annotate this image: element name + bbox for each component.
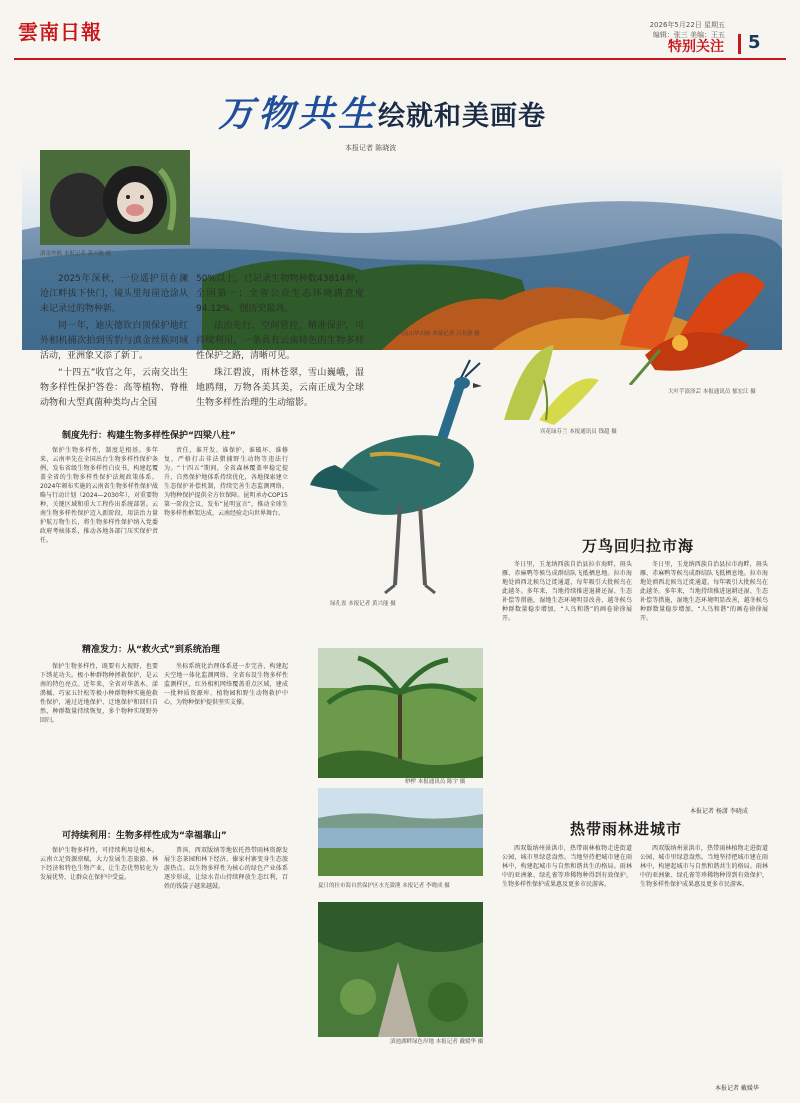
headline-script: 万物共生 — [218, 93, 379, 135]
yellow-orchid-photo — [484, 340, 604, 425]
caption-lake: 夏日的拉市海自然保护区水光潋滟 本报记者 李晓成 摄 — [318, 883, 450, 889]
section-heading-3: 可持续利用：生物多样性成为“幸福靠山” — [62, 831, 227, 841]
caption-yellow-orchid: 宾花绿芬兰 本报通讯员 钱超 摄 — [540, 429, 617, 435]
rainforest-article-column-b — [640, 844, 768, 1079]
intro-column-2 — [196, 272, 364, 420]
page-bar-divider — [738, 34, 741, 54]
section-title: 特别关注 — [668, 39, 724, 55]
caption-peacock: 绿孔雀 本报记者 黄兴能 摄 — [330, 601, 396, 607]
red-flower-photo — [600, 225, 775, 385]
section-heading-2: 精准发力：从“救火式”到系统治理 — [82, 645, 220, 655]
garden-illustration — [318, 902, 483, 1037]
section-2-column-b: 坐标系统化治理体系进一步完善，构建起天空地一体化监测网络，全省布设生物多样性监测样区，红外相机网络覆盖重点区域，建成一批种质资源库、植物园和野生动物救护中心，为物种保护提供坚实支撑。 — [164, 663, 288, 706]
section-1-column-b: 责任，谁开发、谁保护，谁破坏、谁修复，严格打击非法猎捕野生动物等违法行为。“十四五”期间，全省森林覆盖率稳定提升，自然保护地体系持续优化，各地探索建立生态保护补偿机制，持续完善生态监测网络，为物种保护提供全方位保障。昆明承办COP15第一阶段会议，发布“昆明宣言”，推动全球生物多样性框架达成，云南经验走向世界舞台。 — [164, 447, 288, 517]
caption-monkey: 滇金丝猴 本报记者 黄兴能 摄 — [40, 251, 112, 257]
orchid-illustration — [484, 340, 604, 425]
intro-paragraph: “十四五”收官之年，云南交出生物多样性保护答卷：高等植物、脊椎动物和大型真菌种类均占全国 — [40, 368, 188, 408]
intro-paragraph: 珠江碧波，雨林苍翠，雪山巍峨，湿地鸥翔，万物各美其美，云南正成为全球生物多样性治理的生动缩影。 — [196, 368, 364, 408]
garden-path-photo — [318, 902, 483, 1037]
monkey-illustration — [40, 150, 190, 245]
fern-illustration — [318, 648, 483, 778]
date-line: 2026年5月22日 星期五 — [649, 21, 725, 29]
editor-line: 编辑：张三 美编：王五 — [652, 31, 725, 39]
section-heading-1: 制度先行：构建生物多样性保护“四梁八柱” — [62, 431, 236, 441]
bird-article-column-a: 冬日里，玉龙纳西族自治县拉市海畔，斑头雁、赤麻鸭等候鸟成群结队飞抵栖息地。拉市海地处滇西北候鸟迁徙通道，每年吸引大批候鸟在此越冬。多年来，当地持续推进退耕还湿、生态补偿等措施，湿地生态环境明显改善，越冬候鸟种群数量稳步增加，“人鸟和谐”的画卷徐徐展开。 — [502, 561, 632, 622]
caption-fern: 桫椤 本报通讯员 陈宇 摄 — [405, 779, 466, 785]
intro-column-1 — [40, 272, 188, 420]
rainforest-article-author: 本报记者 戴媛华 — [715, 1085, 759, 1092]
intro-paragraph: 同一年，迪庆德钦白顶保护地红外相机捕次拍到雪豹与滇金丝猴同域活动，亚洲象又添了新丁。 — [40, 321, 188, 361]
intro-paragraph: 2025年深秋，一位遥护员在澜沧江畔拔下快门，镜头里每崖沧涂从未记录过的物种新。 — [40, 274, 188, 314]
header-rule — [14, 58, 786, 60]
section-3-column-b: 普洱、西双版纳等地依托热带雨林资源发展生态茶园和林下经济，傣家村寨变身生态旅游热点。以生物多样性为核心的绿色产业体系逐步形成，让绿水青山持续释放生态红利，百姓的钱袋子越来越鼓。 — [164, 847, 288, 890]
rainforest-article-column-a: 西双版纳州景洪市，热带雨林植物走进街道公园，城市里绿意盎然。当地坚持把城市建在雨林中，构建起城市与自然和谐共生的格局。雨林中的亚洲象、绿孔雀等珍稀物种得到有效保护，生物多样性保护成果惠及更多市民游客。 — [502, 845, 632, 888]
bird-article-text: 冬日里，玉龙纳西族自治县拉市海畔，斑头雁、赤麻鸭等候鸟成群结队飞抵栖息地。拉市海地处滇西北候鸟迁徙通道，每年吸引大批候鸟在此越冬。多年来，当地持续推进退耕还湿、生态补偿等措施，湿地生态环境明显改善，越冬候鸟种群数量稳步增加，“人鸟和谐”的画卷徐徐展开。 — [640, 561, 768, 622]
article-title-rainforest: 热带雨林进城市 — [570, 820, 683, 838]
article-title-bird-return: 万鸟回归拉市海 — [582, 537, 695, 555]
headline-title: 绘就和美画卷 — [378, 101, 546, 132]
masthead — [0, 0, 800, 58]
section-1-column-a: 保护生物多样性，制度是根基。多年来，云南率先在全国出台生物多样性保护条例，发布省级生物多样性白皮书，构建起覆盖全省的生物多样性保护法规政策体系。2024年颁布实施的云南省生物多样性保护战略与行动计划（2024—2030年），对重要物种、关键区域和重大工程作出系统部署。云南生物多样性保护迈入新阶段，用法治力量护航万物生长，将生物多样性保护纳入党委政府考核体系，推动各地各部门压实保护责任。 — [40, 447, 158, 544]
section-3-column-a: 保护生物多样性，可持续利用是根本。云南立足资源禀赋，大力发展生态旅游、林下经济和特色生物产业，让生态优势转化为发展优势，让群众在保护中受益。 — [40, 847, 158, 881]
rainforest-article-text: 西双版纳州景洪市，热带雨林植物走进街道公园，城市里绿意盎然。当地坚持把城市建在雨林中，构建起城市与自然和谐共生的格局。雨林中的亚洲象、绿孔雀等珍稀物种得到有效保护，生物多样性保护成果惠及更多市民游客。 — [640, 845, 768, 888]
main-byline: 本报记者 陈晓波 — [345, 144, 397, 152]
caption-mountain: 滇西南山华山脉 本报记者 吕亚静 摄 — [392, 331, 480, 337]
bird-article-column-b — [640, 560, 768, 800]
caption-flower: 大叶芋滇泽芸 本报通讯员 郁宏江 摄 — [668, 389, 756, 395]
fern-forest-photo — [318, 648, 483, 778]
bird-article-author: 本报记者 杨潇 李晓成 — [690, 808, 748, 815]
page-number: 5 — [748, 32, 761, 53]
lake-illustration — [318, 788, 483, 876]
newspaper-logo: 雲南日報 — [18, 20, 102, 44]
golden-monkey-photo — [40, 150, 190, 245]
flower-illustration — [600, 225, 775, 385]
intro-paragraph: 法治先行，空间管控，精准保护，可持续利用，一条具有云南特色的生物多样性保护之路，清晰可见。 — [196, 321, 364, 361]
intro-paragraph: 50%以上，已记录生物物种数43814种，全国第一；全省公众生态环境满意度94.12%，创历史最高。 — [196, 274, 364, 314]
lake-photo — [318, 788, 483, 876]
section-2-column-a: 保护生物多样性，既要有大视野，也要下绣花功夫。极小种群物种拯救保护，是云南的特色亮点。近年来，全省对华盖木、漾濞槭、巧家五针松等极小种群物种实施抢救性保护，通过近地保护、迁地保护和回归自然，种群数量持续恢复，多个物种实现野外回归。 — [40, 663, 158, 724]
caption-garden: 滇池湖畔绿色岸地 本报记者 戴媛华 摄 — [390, 1039, 484, 1045]
